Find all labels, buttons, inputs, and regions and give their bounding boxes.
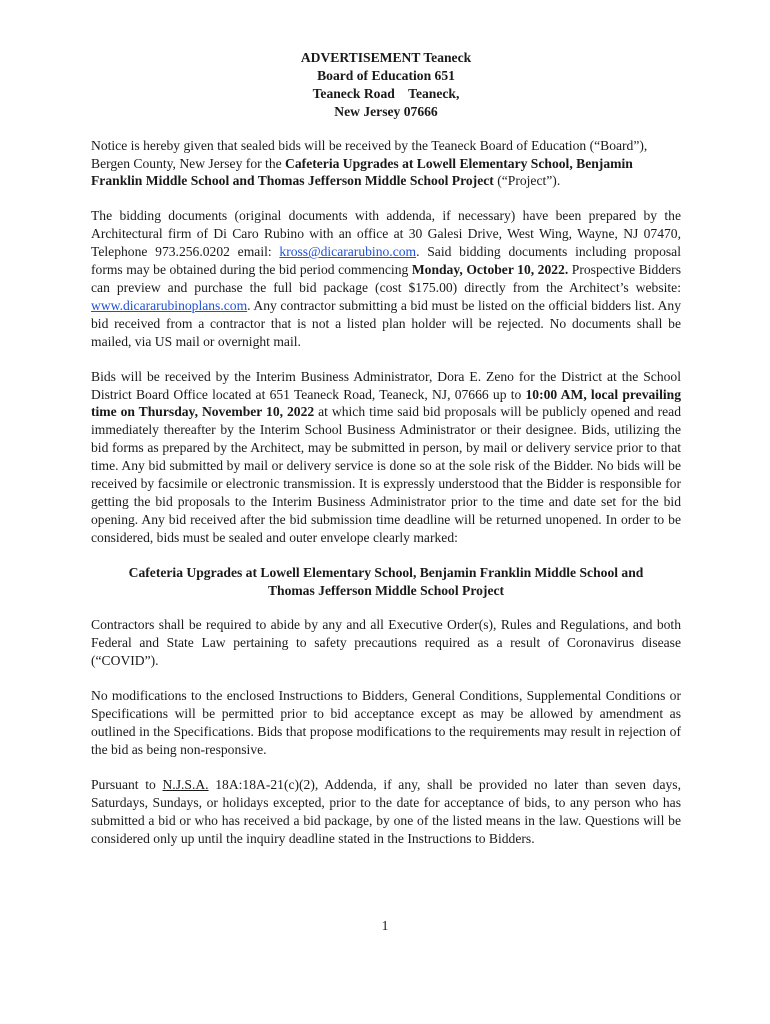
- document-page: [91, 49, 681, 864]
- covid-paragraph: Contractors shall be required to abide by any and all Executive Order(s), Rules and Regulations, and both Federal and State Law pertaining to safety precautions required as a result of Coronavirus disease (“COVID”).: [91, 617, 681, 669]
- addenda-paragraph: Pursuant to N.J.S.A. 18A:18A-21(c)(2), Addenda, if any, shall be provided no later than seven days, Saturdays, Sundays, or holidays excepted, prior to the date for acceptance of bids, to any person who has submitted a bid or who has received a bid package, by one of the listed means in the law. Questions will be considered only up until the inquiry deadline stated in the Instructions to Bidders.: [91, 776, 681, 846]
- heading-line-1: ADVERTISEMENT Teaneck: [300, 50, 472, 65]
- notice-paragraph: Notice is hereby given that sealed bids will be received by the Teaneck Board of Education (“Board”), Bergen County, New Jersey for the Cafeteria Upgrades at Lowell Elementary School, Benjamin Franklin Middle School and Thomas Jefferson Middle School Project (“Project”).: [91, 137, 648, 189]
- heading-line-2: Board of Education 651: [317, 67, 455, 83]
- bid-deadline: 10:00 AM, local prevailing time on Thursday, November 10, 2022: [91, 386, 681, 420]
- bidding-documents-paragraph: The bidding documents (original documents with addenda, if necessary) have been prepared by the Architectural firm of Di Caro Rubino with an office at 30 Galesi Drive, West Wing, Wayne, NJ 07470, Telephone 973.256.0202 email: kross@dicararubino.com. Said bidding documents including proposal forms may be obtained during the bid period commencing Monday, October 10, 2022. Prospective Bidders can preview and purchase the full bid package (cost $175.00) directly from the Architect’s website: www.dicararubinoplans.com. Any contractor submitting a bid must be listed on the official bidders list. Any bid received from a contractor that is not a listed plan holder will be rejected. No documents shall be mailed, via US mail or overnight mail.: [91, 208, 681, 349]
- statute-reference: N.J.S.A.: [162, 776, 209, 792]
- page-number: 1: [381, 918, 389, 933]
- modifications-paragraph: No modifications to the enclosed Instructions to Bidders, General Conditions, Supplemental Conditions or Specifications will be permitted prior to bid acceptance except as may be allowed by amendment as outlined in the Specifications. Bids that propose modifications to the requirements may result in rejection of the bid as being non-responsive.: [91, 688, 681, 757]
- email-link[interactable]: kross@dicararubino.com: [279, 244, 417, 260]
- project-title-line-2: Thomas Jefferson Middle School Project: [267, 582, 505, 598]
- bid-submission-paragraph: Bids will be received by the Interim Business Administrator, Dora E. Zeno for the District at the School District Board Office located at 651 Teaneck Road, Teaneck, NJ, 07666 up to 10:00 AM, local prevailing time on Thursday, November 10, 2022 at which time said bid proposals will be publicly opened and read immediately thereafter by the Interim School Business Administrator or their designee. Bids, utilizing the bid forms as prepared by the Architect, may be submitted in person, by mail or delivery service prior to that time. Any bid submitted by mail or delivery service is done so at the sole risk of the Bidder. No bids will be received by facsimile or electronic transmission. It is expressly understood that the Bidder is responsible for getting the bid proposals to the Interim Business Administrator prior to the time and date set for the bid opening. Any bid received after the bid submission time deadline will be returned unopened. In order to be considered, bids must be sealed and outer envelope clearly marked:: [91, 368, 681, 545]
- heading-line-4: New Jersey 07666: [334, 103, 438, 119]
- commencement-date: Monday, October 10, 2022.: [411, 262, 569, 278]
- project-title-line-1: Cafeteria Upgrades at Lowell Elementary School, Benjamin Franklin Middle School and: [128, 564, 644, 580]
- website-link[interactable]: www.dicararubinoplans.com: [91, 297, 248, 313]
- project-title-block: [91, 564, 681, 600]
- heading-line-3: Teaneck Road Teaneck,: [312, 85, 460, 101]
- project-name: Cafeteria Upgrades at Lowell Elementary School, Benjamin Franklin Middle School and Thomas Jefferson Middle School Project: [91, 155, 633, 189]
- document-heading: [91, 49, 681, 121]
